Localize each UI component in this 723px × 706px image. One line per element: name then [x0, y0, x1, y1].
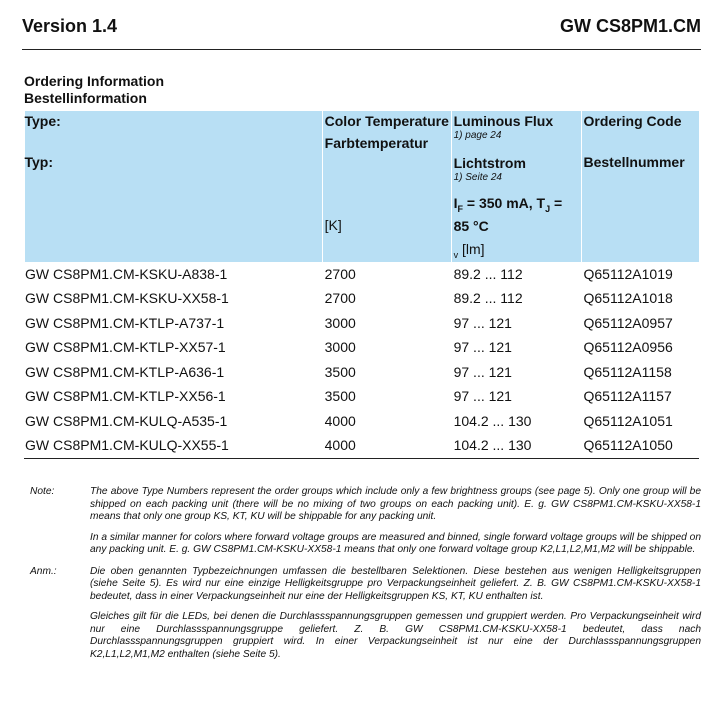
table-header-row	[25, 111, 700, 262]
section-title-de: Bestellinformation	[24, 90, 147, 106]
cell-luminous-flux: 97 ... 121	[453, 314, 512, 331]
cell-color-temperature: 2700	[324, 265, 356, 282]
header-flux-unit: $_v$ [lm]	[453, 240, 485, 260]
header-flux-en: Luminous Flux	[453, 113, 554, 129]
table-row	[25, 335, 700, 360]
cell-type: GW CS8PM1.CM-KTLP-XX57-1	[25, 339, 226, 356]
cell-color-temperature: 3000	[324, 339, 356, 356]
cell-ordering-code: Q65112A1050	[581, 433, 699, 458]
cell-luminous-flux: 104.2 ... 130	[453, 412, 532, 429]
cell-luminous-flux: 97 ... 121	[453, 363, 512, 380]
cell-ordering-code: Q65112A0956	[583, 339, 673, 356]
cell-ordering-code: Q65112A1018	[583, 290, 673, 307]
cell-luminous-flux: 89.2 ... 112	[453, 290, 523, 307]
cell-type: GW CS8PM1.CM-KULQ-XX55-1	[25, 433, 323, 458]
header-flux-de-note: 1) Seite 24	[453, 172, 502, 183]
version-label: Version 1.4	[22, 16, 118, 36]
note-paragraph-1: The above Type Numbers represent the order groups which include only a few brightness groups (see page 5). Only one group will be shipped on each packing unit (there will be no mixing of two groups on each packing unit). E. g. GW CS8PM1.CM-KSKU-XX58-1 means that only one group KS, KT, KU will be shippable for any packing unit.	[90, 486, 701, 522]
table-row	[25, 409, 700, 434]
cell-type: GW CS8PM1.CM-KSKU-A838-1	[25, 265, 228, 282]
header-rule	[22, 49, 701, 50]
cell-color-temperature: 2700	[324, 290, 356, 307]
table-row	[25, 311, 700, 336]
note-en	[30, 486, 701, 557]
cell-type: GW CS8PM1.CM-KULQ-A535-1	[25, 412, 228, 429]
cell-ordering-code: Q65112A0957	[583, 314, 673, 331]
cell-color-temperature: 3500	[324, 388, 356, 405]
table-row	[25, 262, 700, 287]
cell-ordering-code: Q65112A1158	[583, 363, 672, 380]
cell-luminous-flux: 97 ... 121	[453, 388, 512, 405]
cell-luminous-flux: 97 ... 121	[453, 339, 512, 356]
header-code-de: Bestellnummer	[583, 154, 685, 170]
header-type	[25, 111, 323, 262]
cell-color-temperature: 4000	[324, 412, 356, 429]
header-luminous-flux	[451, 111, 581, 262]
section-title-en: Ordering Information	[24, 73, 164, 89]
page-header	[22, 16, 701, 40]
cell-luminous-flux: 89.2 ... 112	[453, 265, 523, 282]
cell-type: GW CS8PM1.CM-KTLP-A737-1	[25, 314, 225, 331]
cell-color-temperature: 3000	[324, 314, 356, 331]
note-paragraph-2: In a similar manner for colors where forward voltage groups are measured and binned, single forward voltage groups will be shipped on any packing unit. E. g. GW CS8PM1.CM-KSKU-XX58-1 means that only one forward voltage group K2,L1,L2,M1,M2 will be shippable.	[90, 531, 701, 555]
header-color-de: Farbtemperatur	[324, 135, 429, 151]
header-color-unit: [K]	[324, 217, 342, 233]
cell-color-temperature: 4000	[322, 433, 451, 458]
cell-ordering-code: Q65112A1019	[583, 265, 673, 282]
note-de	[30, 566, 701, 662]
cell-ordering-code: Q65112A1157	[583, 388, 672, 405]
header-type-en: Type:	[24, 113, 61, 129]
table-row	[25, 384, 700, 409]
header-code-en: Ordering Code	[583, 113, 682, 129]
header-flux-condition: $I_F = 350$ mA, $T_J = 85$ °C	[453, 195, 563, 234]
cell-luminous-flux: 104.2 ... 130	[451, 433, 581, 458]
header-flux-en-note: 1) page 24	[453, 130, 502, 141]
cell-ordering-code: Q65112A1051	[583, 412, 673, 429]
header-flux-de: Lichtstrom	[453, 155, 526, 171]
header-color-temperature	[322, 111, 451, 262]
section-title	[24, 73, 164, 107]
cell-type: GW CS8PM1.CM-KTLP-A636-1	[25, 363, 225, 380]
table-row	[25, 433, 700, 458]
header-ordering-code	[581, 111, 699, 262]
anm-label: Anm.:	[30, 565, 57, 577]
cell-color-temperature: 3500	[324, 363, 356, 380]
cell-type: GW CS8PM1.CM-KTLP-XX56-1	[25, 388, 226, 405]
ordering-table	[24, 111, 699, 459]
table-row	[25, 286, 700, 311]
anm-paragraph-2: Gleiches gilt für die LEDs, bei denen die Durchlassspannungsgruppen gemessen und gruppiert werden. Pro Verpackungseinheit wird nur eine Durchlassspannungsgruppe geliefert. Z. B. GW CS8PM1.CM-KSKU-XX58-1 bedeutet, dass nach Durchlassspannungsgruppen gruppiert wird. In einer Verpackungseinheit ist nur eine der Durchlassspannungsgruppen K2,L1,L2,M1,M2 enthalten (siehe Seite 5).	[90, 611, 701, 660]
anm-paragraph-1: Die oben genannten Typbezeichnungen umfassen die bestellbaren Selektionen. Diese bestehen aus wenigen Helligkeitsgruppen (siehe Seite 5). Es wird nur eine einzige Helligkeitsgruppe pro Verpackungseinheit geliefert. Z. B. GW CS8PM1.CM-KSKU-XX58-1 bedeutet, dass in einer Verpackungseinheit nur eine der Helligkeitsgruppen KS, KT, KU enthalten ist.	[90, 565, 701, 602]
header-color-en: Color Temperature	[324, 113, 449, 129]
header-type-de: Typ:	[24, 154, 54, 170]
notes-section	[30, 486, 701, 670]
note-label: Note:	[30, 486, 55, 497]
table-row	[25, 360, 700, 385]
cell-type: GW CS8PM1.CM-KSKU-XX58-1	[25, 290, 229, 307]
product-name: GW CS8PM1.CM	[559, 16, 701, 36]
